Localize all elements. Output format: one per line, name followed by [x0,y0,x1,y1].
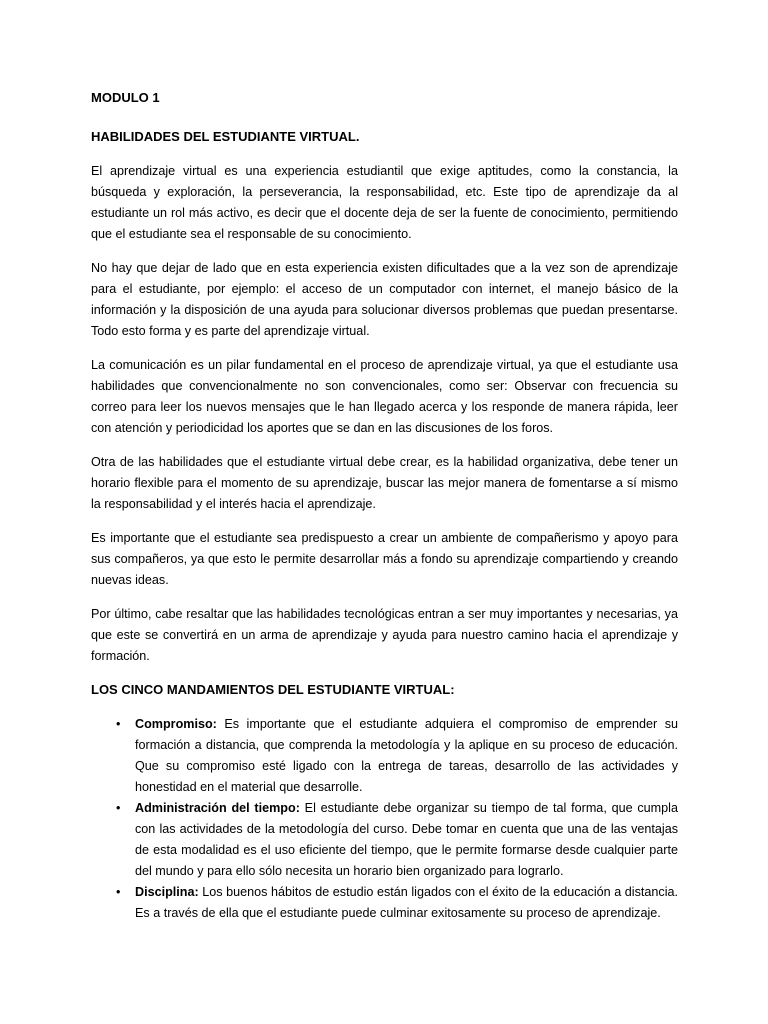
document-body [91,88,678,924]
commandment-term: Administración del tiempo: [135,801,300,815]
list-item [91,798,678,882]
bullet-icon: • [116,801,121,815]
section-title-mandamientos: LOS CINCO MANDAMIENTOS DEL ESTUDIANTE VIRTUAL: [91,682,455,697]
commandment-term: Compromiso: [135,717,217,731]
commandments-list [91,714,678,924]
paragraph: La comunicación es un pilar fundamental en el proceso de aprendizaje virtual, ya que el estudiante usa habilidades que convencionalmente no son convencionales, como ser: Observar con frecuencia su correo para leer los nuevos mensajes que le han llegado acerca y los responde de manera rápida, leer con atención y periodicidad los aportes que se dan en las discusiones de los foros. [91,358,678,435]
commandment-text: Los buenos hábitos de estudio están ligados con el éxito de la educación a distancia. Es a través de ella que el estudiante puede culminar exitosamente su proceso de aprendizaje. [135,885,678,920]
paragraph: Es importante que el estudiante sea predispuesto a crear un ambiente de compañerismo y apoyo para sus compañeros, ya que esto le permite desarrollar más a fondo su aprendizaje compartiendo y creando nuevas ideas. [91,531,678,587]
bullet-icon: • [116,885,121,899]
commandment-term: Disciplina: [135,885,199,899]
section-title-habilidades: HABILIDADES DEL ESTUDIANTE VIRTUAL. [91,129,360,144]
paragraph: El aprendizaje virtual es una experiencia estudiantil que exige aptitudes, como la constancia, la búsqueda y exploración, la perseverancia, la responsabilidad, etc. Este tipo de aprendizaje da al estudiante un rol más activo, es decir que el docente deja de ser la fuente de conocimiento, permitiendo que el estudiante sea el responsable de su conocimiento. [91,164,678,241]
module-title: MODULO 1 [91,90,160,105]
commandment-text: El estudiante debe organizar su tiempo de tal forma, que cumpla con las actividades de la metodología del curso. Debe tomar en cuenta que una de las ventajas de esta modalidad es el uso eficiente del tiempo, que le permite formarse desde cualquier parte del mundo y para ello sólo necesita un horario bien organizado para lograrlo. [135,801,678,878]
paragraph: Por último, cabe resaltar que las habilidades tecnológicas entran a ser muy importantes y necesarias, ya que este se convertirá en un arma de aprendizaje y ayuda para nuestro camino hacia el aprendizaje y formación. [91,607,678,663]
list-item [91,714,678,798]
list-item [91,882,678,924]
bullet-icon: • [116,717,121,731]
paragraph: No hay que dejar de lado que en esta experiencia existen dificultades que a la vez son de aprendizaje para el estudiante, por ejemplo: el acceso de un computador con internet, el manejo básico de la información y la disposición de una ayuda para solucionar diversos problemas que puedan presentarse. Todo esto forma y es parte del aprendizaje virtual. [91,261,678,338]
commandment-text: Es importante que el estudiante adquiera el compromiso de emprender su formación a distancia, que comprenda la metodología y la aplique en su proceso de educación. Que su compromiso esté ligado con la entrega de tareas, desarrollo de las actividades y honestidad en el material que desarrolle. [135,717,678,794]
paragraph: Otra de las habilidades que el estudiante virtual debe crear, es la habilidad organizativa, debe tener un horario flexible para el momento de su aprendizaje, buscar las mejor manera de fomentarse a sí mismo la responsabilidad y el interés hacia el aprendizaje. [91,455,678,511]
